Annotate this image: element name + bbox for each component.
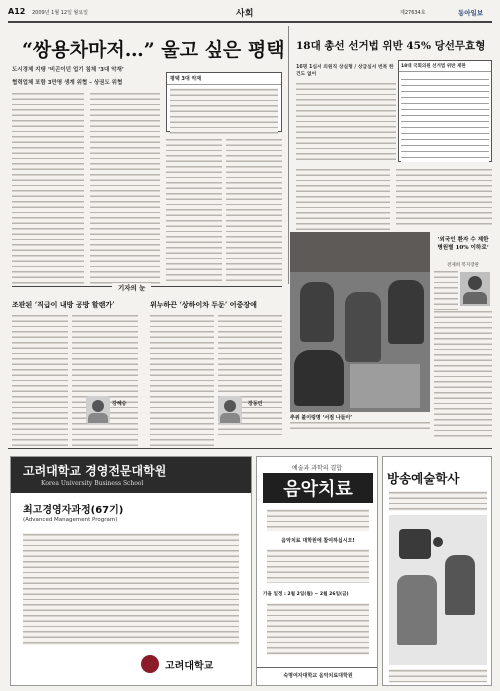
ad-program-name-en: (Advanced Management Program) — [23, 517, 118, 523]
ad-logo-text: 고려대학교 — [165, 661, 214, 672]
reporter-right-title: 위누하끈 ‘상하이차 두둔’ 어중장애 — [150, 300, 257, 309]
lead-sidebar — [166, 72, 282, 132]
ad-title: 방송예술학사 — [387, 471, 460, 486]
lead-subhead-2: 협력업체 포함 3만명 생계 위협 – 상권도 위협 — [12, 80, 123, 86]
right-headline: 18대 총선 선거법 위반 45% 당선무효형 — [296, 40, 486, 52]
ad-program-name: 최고경영자과정(67기) — [23, 505, 124, 516]
masthead — [8, 6, 492, 20]
right-body-text — [296, 82, 396, 162]
ad-title: 음악치료 — [283, 479, 353, 500]
ad-body-text — [267, 549, 369, 583]
ads-rule — [8, 448, 492, 449]
interview-title: ‘외국인 환자 수 제한 병원별 10% 이하로’ — [437, 237, 489, 251]
bookstore-photo — [290, 232, 430, 412]
right-table-grid — [401, 74, 489, 162]
korea-univ-ad — [10, 456, 252, 686]
issue-number: 제27634호 — [400, 10, 426, 16]
lead-sidebar-body — [170, 88, 278, 134]
reporter-left-byline: 강혜승 — [112, 401, 127, 407]
ad-body-text — [23, 533, 239, 645]
page-number: A12 — [8, 7, 26, 16]
ad-body-text — [389, 669, 487, 683]
lead-subhead: 도시경제 지탱 ‘비곤이던 업기 침체 ‘3대 악재’ — [12, 67, 124, 73]
photo-caption: 추위 불이렁명 ‘서점 나들이’ — [290, 415, 353, 421]
reporter-body-text — [72, 314, 138, 446]
reporter-body-text — [12, 314, 68, 446]
ad-body-text — [267, 603, 369, 655]
lead-headline: “쌍용차마저…” 울고 싶은 평택 — [22, 39, 285, 61]
section-name: 사회 — [236, 9, 254, 19]
reporter-left-title: 조판된 ‘직급이 내방 공방 할랜가’ — [12, 300, 115, 309]
interview-body-text — [434, 270, 458, 310]
reporter-eye-label: 기자의 눈 — [112, 283, 151, 292]
masthead-rule — [8, 21, 492, 23]
lead-body-text — [90, 92, 160, 284]
lead-sidebar-title: 평택 3대 악재 — [167, 73, 281, 85]
lead-body-text — [12, 92, 84, 284]
interview-body-text — [434, 310, 492, 438]
ad-univ-name-en: Korea University Business School — [41, 480, 144, 487]
broadcast-arts-ad — [382, 456, 492, 686]
ad-period: 가을 일정 : 2월 2일(월) ~ 2월 26일(금) — [263, 592, 349, 597]
reporter-body-text — [150, 314, 214, 446]
right-table — [398, 60, 492, 162]
right-body-text — [396, 168, 492, 228]
interview-photo — [460, 272, 490, 306]
lead-body-text — [166, 138, 222, 284]
right-subhead: 16명 1심서 의원직 상실형 / 상급심서 번복 한 건도 없어 — [296, 65, 394, 77]
column-divider — [288, 26, 289, 284]
issue-date: 2009년 1월 12일 월요일 — [32, 10, 89, 16]
ad-univ-name: 고려대학교 경영전문대학원 — [23, 464, 167, 478]
paper-name: 동아일보 — [458, 9, 484, 17]
reporter-right-photo — [218, 396, 242, 424]
ad-photo — [389, 515, 487, 665]
photo-caption-text — [290, 421, 430, 433]
ad-body-text — [389, 491, 487, 511]
ad-tagline: 예술과 과학의 결합 — [291, 465, 343, 472]
ad-slogan: 음악치료 대학원에 참여하십시오! — [281, 538, 355, 544]
interview-name: 전제희 복지장관 — [447, 263, 479, 268]
lead-body-text — [226, 138, 282, 284]
music-therapy-ad — [256, 456, 378, 686]
ad-body-text — [267, 509, 369, 531]
reporter-right-byline: 장동민 — [248, 401, 263, 407]
reporter-left-photo — [86, 396, 110, 424]
ad-school-name: 숙명여자대학교 음악치료대학원 — [283, 673, 353, 679]
ad-crest-icon — [141, 655, 159, 673]
right-table-title: 18대 국회의원 선거법 위반 재판 — [399, 61, 491, 72]
